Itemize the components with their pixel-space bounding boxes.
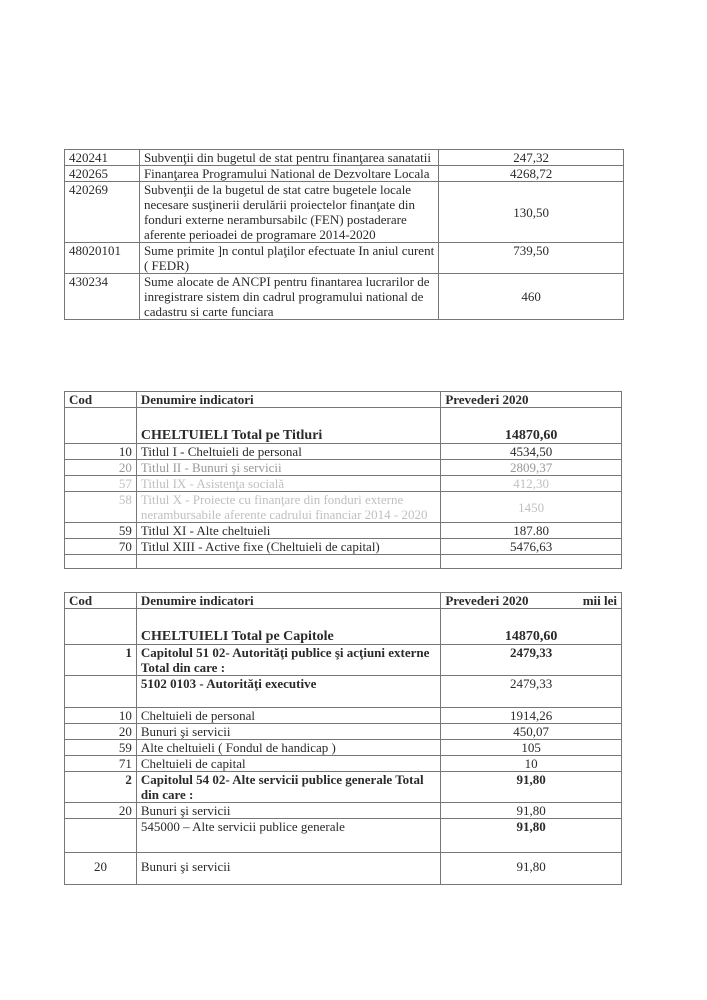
table-row	[65, 460, 622, 476]
row-code: 58	[65, 492, 137, 523]
table-row	[65, 724, 622, 740]
table-row	[65, 492, 622, 523]
row-value: 5476,63	[441, 539, 622, 555]
row-name: Cheltuieli de capital	[136, 756, 440, 772]
row-name: Titlul II - Bunuri şi servicii	[136, 460, 440, 476]
row-code: 20	[65, 724, 137, 740]
spacer-row	[65, 555, 622, 569]
total-name: CHELTUIELI Total pe Capitole	[136, 609, 440, 645]
row-value: 247,32	[439, 150, 624, 166]
total-value: 14870,60	[441, 609, 622, 645]
row-code: 1	[65, 645, 137, 676]
row-code: 70	[65, 539, 137, 555]
row-code: 59	[65, 523, 137, 539]
total-row	[65, 609, 622, 645]
row-code: 59	[65, 740, 137, 756]
total-value: 14870,60	[441, 408, 622, 444]
row-value: 91,80	[441, 772, 622, 803]
row-code: 71	[65, 756, 137, 772]
row-code: 10	[65, 708, 137, 724]
table-row	[65, 756, 622, 772]
table-row	[65, 708, 622, 724]
table-row	[65, 182, 624, 243]
header-name: Denumire indicatori	[136, 593, 440, 609]
header-cod: Cod	[65, 392, 137, 408]
table-row	[65, 819, 622, 853]
row-value: 1450	[441, 492, 622, 523]
header-value: Prevederi 2020	[441, 392, 622, 408]
revenue-table	[64, 149, 624, 320]
row-name: Titlul XIII - Active fixe (Cheltuieli de capital)	[136, 539, 440, 555]
row-value: 739,50	[439, 243, 624, 274]
table-row	[65, 166, 624, 182]
table-row	[65, 772, 622, 803]
expenses-by-chapter-table	[64, 592, 622, 885]
row-value: 450,07	[441, 724, 622, 740]
row-value: 91,80	[441, 819, 622, 853]
row-name: Titlul X - Proiecte cu finanţare din fonduri externe nerambursabile aferente cadrului financiar 2014 - 2020	[136, 492, 440, 523]
row-code: 2	[65, 772, 137, 803]
row-name: Titlul I - Cheltuieli de personal	[136, 444, 440, 460]
row-name: Titlul XI - Alte cheltuieli	[136, 523, 440, 539]
row-code: 420241	[65, 150, 140, 166]
row-code: 10	[65, 444, 137, 460]
row-name: Titlul IX - Asistenţa socială	[136, 476, 440, 492]
row-value: 4268,72	[439, 166, 624, 182]
table-row	[65, 444, 622, 460]
header-name: Denumire indicatori	[136, 392, 440, 408]
header-value-cell	[441, 593, 622, 609]
header-value: Prevederi 2020	[445, 593, 529, 608]
row-code	[65, 819, 137, 853]
row-value: 2809,37	[441, 460, 622, 476]
row-code: 48020101	[65, 243, 140, 274]
row-value: 187.80	[441, 523, 622, 539]
row-code: 20	[65, 460, 137, 476]
row-value: 91,80	[441, 853, 622, 885]
row-name: Sume alocate de ANCPI pentru finantarea lucrarilor de inregistrare sistem din cadrul programului national de cadastru si carte funciara	[139, 274, 438, 320]
row-value: 10	[441, 756, 622, 772]
table-row	[65, 476, 622, 492]
row-name: Subvenţii de la bugetul de stat catre bugetele locale necesare susţinerii derulării proiectelor finanţate din fonduri externe nerambursabilc (FEN) postaderare aferente perioadei de programare 2014-2020	[139, 182, 438, 243]
row-name: Capitolul 51 02- Autorităţi publice şi acţiuni externe Total din care :	[136, 645, 440, 676]
header-cod: Cod	[65, 593, 137, 609]
row-name: Bunuri şi servicii	[136, 853, 440, 885]
table-row	[65, 274, 624, 320]
table-header	[65, 593, 622, 609]
row-value: 105	[441, 740, 622, 756]
row-code: 430234	[65, 274, 140, 320]
row-value: 412,30	[441, 476, 622, 492]
row-name: 5102 0103 - Autorităţi executive	[136, 676, 440, 708]
row-name: Capitolul 54 02- Alte servicii publice generale Total din care :	[136, 772, 440, 803]
row-code	[65, 676, 137, 708]
header-unit: mii lei	[582, 593, 617, 608]
table-row	[65, 645, 622, 676]
table-row	[65, 150, 624, 166]
row-name: Bunuri şi servicii	[136, 724, 440, 740]
row-code: 420269	[65, 182, 140, 243]
row-name: Alte cheltuieli ( Fondul de handicap )	[136, 740, 440, 756]
row-name: Sume primite ]n contul plaţilor efectuate In aniul curent ( FEDR)	[139, 243, 438, 274]
table-row	[65, 803, 622, 819]
total-row	[65, 408, 622, 444]
row-value: 1914,26	[441, 708, 622, 724]
row-code: 20	[65, 803, 137, 819]
row-name: Subvenţii din bugetul de stat pentru finanţarea sanatatii	[139, 150, 438, 166]
row-value: 91,80	[441, 803, 622, 819]
row-value: 2479,33	[441, 645, 622, 676]
row-code: 57	[65, 476, 137, 492]
row-value: 2479,33	[441, 676, 622, 708]
table-row	[65, 676, 622, 708]
table-row	[65, 539, 622, 555]
table-row	[65, 740, 622, 756]
table-row	[65, 523, 622, 539]
table-row	[65, 853, 622, 885]
total-name: CHELTUIELI Total pe Titluri	[136, 408, 440, 444]
row-name: 545000 – Alte servicii publice generale	[136, 819, 440, 853]
row-name: Bunuri şi servicii	[136, 803, 440, 819]
table-row	[65, 243, 624, 274]
row-value: 4534,50	[441, 444, 622, 460]
row-name: Finanţarea Programului National de Dezvoltare Locala	[139, 166, 438, 182]
row-code: 20	[65, 853, 137, 885]
row-value: 460	[439, 274, 624, 320]
row-name: Cheltuieli de personal	[136, 708, 440, 724]
row-code: 420265	[65, 166, 140, 182]
expenses-by-title-table	[64, 391, 622, 569]
row-value: 130,50	[439, 182, 624, 243]
table-header	[65, 392, 622, 408]
